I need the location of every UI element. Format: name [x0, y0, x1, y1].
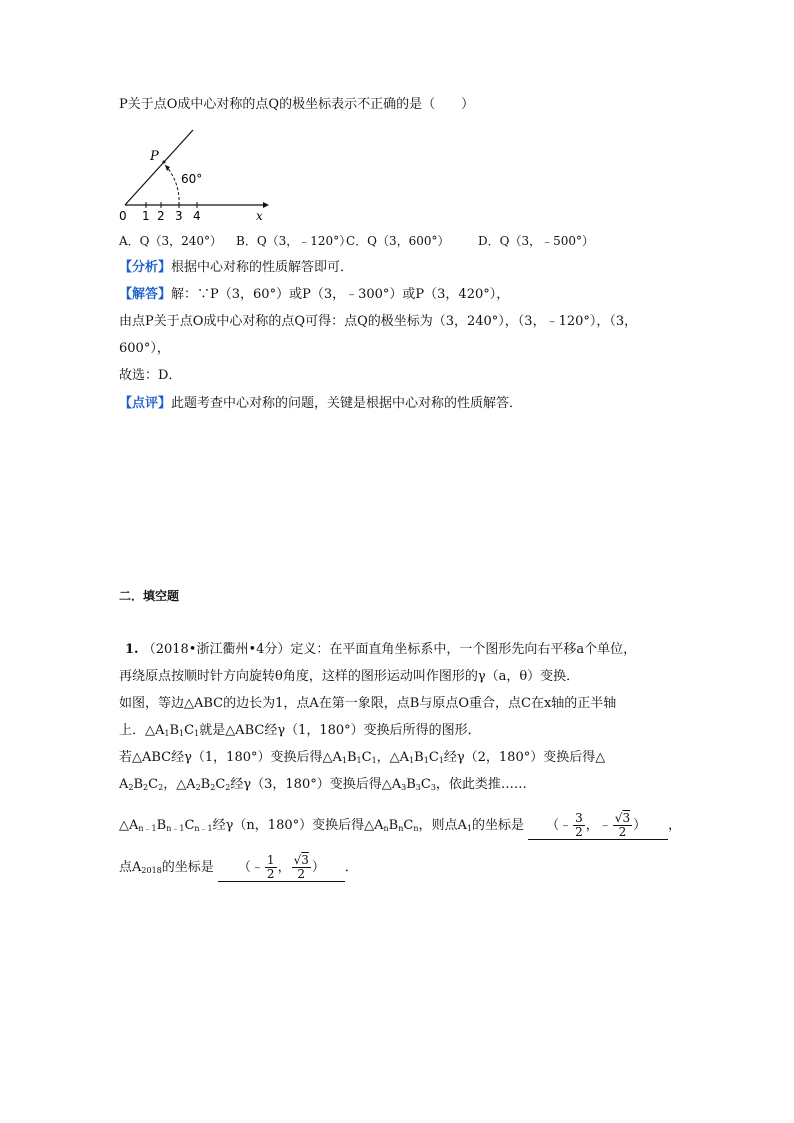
ray-op — [125, 130, 193, 205]
fill-text-5b: ，△A — [376, 750, 410, 765]
fill-text-6d: ，依此类推…… — [435, 777, 527, 792]
origin-label: 0 — [119, 209, 127, 222]
fill-line-4: 上．$\triangle A_1B_1C_1$就是△ABC经γ（1，180°）变换后所得的图形． — [119, 723, 481, 738]
tick-label-1: 1 — [142, 209, 150, 222]
fill-text-7a: △A — [119, 818, 139, 833]
section-title: 二．填空题 — [119, 589, 180, 603]
fill-text-4b: 就是△ABC经γ（1，180°）变换后所得的图形． — [199, 723, 481, 738]
tick-label-2: 2 — [157, 209, 165, 222]
polar-figure — [113, 122, 273, 222]
analysis-text: 根据中心对称的性质解答即可． — [171, 260, 354, 275]
tick-label-4: 4 — [193, 209, 201, 222]
fill-line-5: 若△ABC经γ（1，180°）变换后得$\triangle A_1B_1C_1$，$\triangle A_1B_1C_1$经γ（2，180°）变换后得△ — [119, 750, 606, 765]
option-c: C．Q（3，600°） — [346, 234, 450, 248]
fill-text-8b: 的坐标是 — [161, 860, 214, 875]
analysis-line — [119, 259, 353, 277]
solution-line-2: 由点P关于点O成中心对称的点Q可得：点Q的极坐标为（3，240°），（3，﹣120°），（3， — [119, 314, 638, 329]
fill-text-7b: 经γ（n，180°）变换后得△A — [212, 818, 384, 833]
answer-blank-2: （﹣ $\frac{1}{2}$ ， $\frac{√3}{2}$ ） — [218, 854, 345, 882]
option-a: A．Q（3，240°） — [119, 234, 223, 248]
answer-blank-1: （﹣ $\frac{3}{2}$ ，﹣ $\frac{√3}{2}$ ） — [528, 812, 668, 840]
comment-tag: 【点评】 — [119, 396, 172, 411]
fill-text-5a: 若△ABC经γ（1，180°）变换后得△A — [119, 750, 342, 765]
fill-comma: ， — [668, 818, 682, 833]
solution-tag: 【解答】 — [119, 287, 172, 302]
fill-line-7: $\triangle A_{n﹣1}B_{n﹣1}C_{n﹣1}$经γ（n，180°）变换后得$\triangle A_nB_nC_n$，则点$A_1$的坐标是 （﹣ $\frac{3}{2}$ ，﹣ $\frac{√3}{2}$ ） ， — [119, 811, 682, 839]
solution-line-3: 600°）， — [119, 341, 170, 356]
fill-text-7c: ，则点A — [418, 818, 467, 833]
x-axis-arrow — [263, 202, 269, 208]
comment-line — [119, 395, 522, 413]
item-number: 1. — [125, 642, 139, 657]
fill-text-4a: 上．△A — [119, 723, 165, 738]
angle-label: 60° — [181, 172, 203, 186]
fill-text-8a: 点A — [119, 860, 142, 875]
fill-text-1: （2018•浙江衢州•4分）定义：在平面直角坐标系中，一个图形先向右平移a个单位， — [142, 642, 637, 657]
fill-sub-2018: 2018 — [141, 866, 162, 875]
fill-line-3: 如图，等边△ABC的边长为1，点A在第一象限，点B与原点O重合，点C在x轴的正半轴 — [119, 696, 617, 711]
option-b: B．Q（3，﹣120°） — [236, 234, 352, 248]
fill-line-2: 再绕原点按顺时针方向旋转θ角度，这样的图形运动叫作图形的γ（a，θ）变换． — [119, 669, 580, 684]
axis-label-x: x — [256, 209, 263, 222]
analysis-tag: 【分析】 — [119, 260, 172, 275]
fill-text-7d: 的坐标是 — [471, 818, 524, 833]
fill-line-8 — [119, 850, 358, 889]
solution-line-1 — [119, 286, 509, 304]
point-label: P — [150, 149, 159, 164]
fill-text-6c: 经γ（3，180°）变换后得△A — [230, 777, 402, 792]
fill-line-6: $A_2B_2C_2$，$\triangle A_2B_2C_2$经γ（3，180°）变换后得$\triangle A_3B_3C_3$，依此类推…… — [119, 777, 527, 792]
solution-line-4: 故选：D． — [119, 368, 182, 383]
fill-text-6b: ，△A — [163, 777, 196, 792]
question-stem: P关于点O成中心对称的点Q的极坐标表示不正确的是（ ） — [119, 97, 475, 112]
options-row — [119, 232, 595, 250]
fill-line-1 — [125, 641, 636, 659]
option-d: D．Q（3，﹣500°） — [478, 234, 594, 248]
fill-text-6a: A — [119, 777, 129, 792]
fill-text-5c: 经γ（2，180°）变换后得△ — [443, 750, 606, 765]
tick-label-3: 3 — [175, 209, 183, 222]
fill-period: ． — [344, 860, 358, 875]
angle-arc — [165, 165, 179, 205]
point-p — [163, 161, 166, 164]
solution-text-1: 解：∵P（3，60°）或P（3，﹣300°）或P（3，420°）， — [171, 287, 510, 302]
comment-text: 此题考查中心对称的问题，关键是根据中心对称的性质解答． — [171, 396, 523, 411]
